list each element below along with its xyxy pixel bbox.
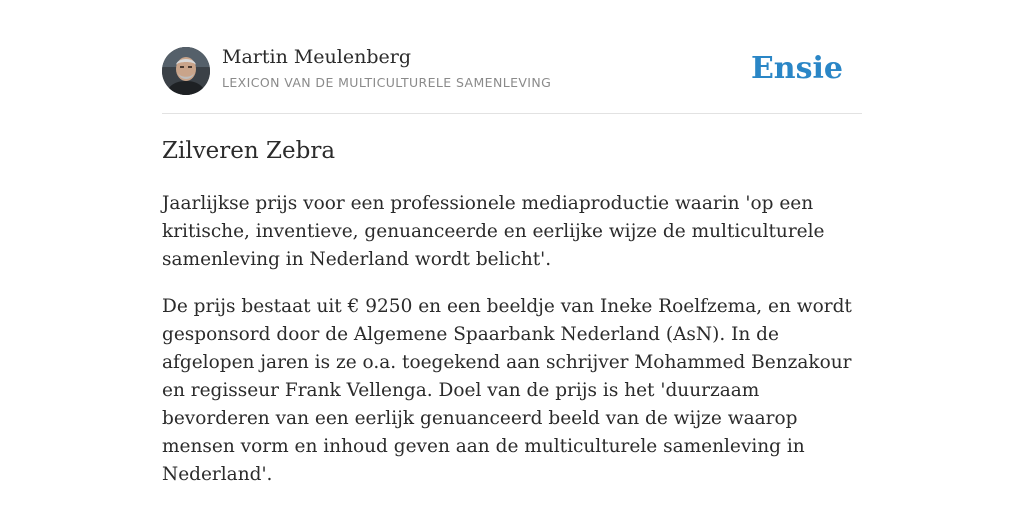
definition-paragraph: De prijs bestaat uit € 9250 en een beeldje van Ineke Roelfzema, en wordt gesponsord door de Algemene Spaarbank Nederland (AsN). In de afgelopen jaren is ze o.a. toegekend aan schrijver Mohammed Benzakour en regisseur Frank Vellenga. Doel van de prijs is het 'duurzaam bevorderen van een eerlijk genuanceerd beeld van de wijze waarop mensen vorm en inhoud geven aan de multiculturele samenleving in Nederland'. (162, 296, 852, 485)
entry-card (162, 0, 862, 485)
page-title: Zilveren Zebra (162, 138, 336, 164)
avatar[interactable] (162, 47, 210, 95)
ensie-logo[interactable]: Ensie (750, 51, 843, 86)
author-name[interactable]: Martin Meulenberg (222, 46, 411, 68)
definition-paragraph: Jaarlijkse prijs voor een professionele mediaproductie waarin 'op een kritische, inventieve, genuanceerde en eerlijke wijze de multiculturele samenleving in Nederland wordt belicht'. (162, 193, 825, 270)
source-lexicon-label[interactable]: LEXICON VAN DE MULTICULTURELE SAMENLEVING (222, 75, 552, 90)
author-portrait-icon (162, 47, 210, 95)
entry-header (162, 0, 862, 114)
